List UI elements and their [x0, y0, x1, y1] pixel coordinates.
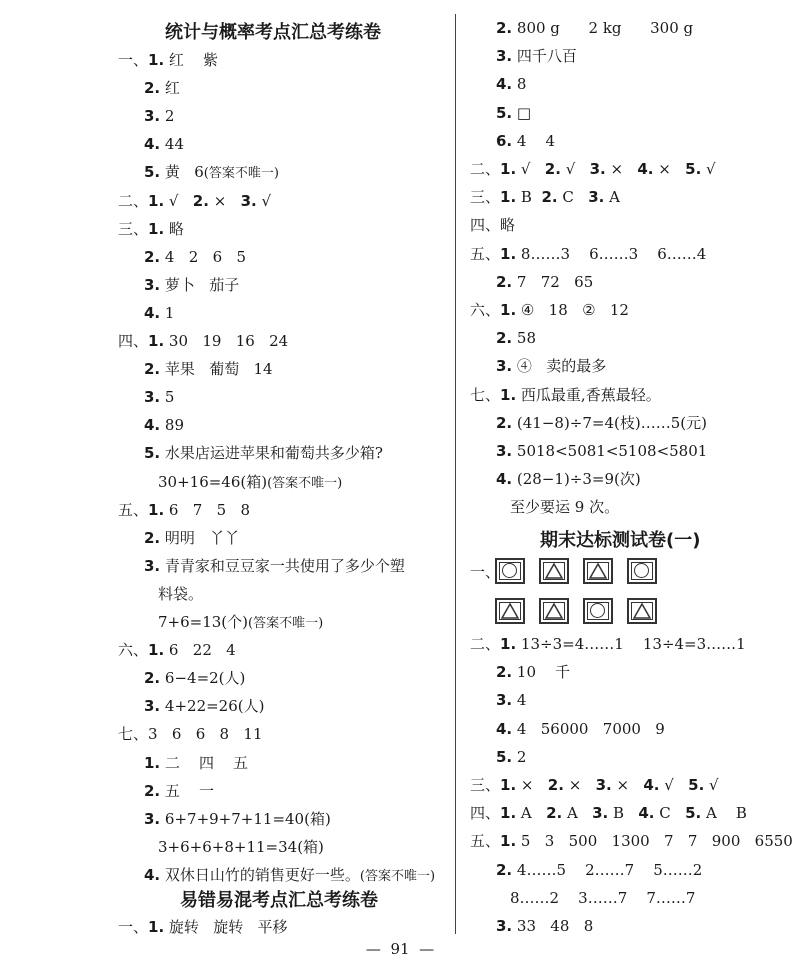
section-title: 易错易混考点汇总考练卷 [180, 890, 378, 911]
triangle-shape-box [495, 598, 525, 624]
answer-text: 8……3 6……3 6……4 [516, 244, 707, 263]
answer-line [470, 215, 515, 235]
question-number: 3. [144, 697, 161, 716]
answer-text: 6 22 4 [164, 641, 236, 660]
question-number: 3. [144, 275, 161, 294]
answer-text: 苹果 葡萄 14 [160, 360, 273, 379]
answer-text: × [653, 160, 686, 178]
section-number: 五、 [470, 244, 501, 263]
answer-line [144, 865, 435, 887]
answer-line [144, 528, 239, 548]
question-number: 3. [496, 691, 513, 710]
question-number: 4. [496, 470, 513, 489]
answer-text: B [608, 804, 639, 823]
answer-text: 二 四 五 [160, 753, 249, 772]
answer-line [144, 134, 184, 154]
question-number: 2. [496, 272, 513, 291]
question-number: 1. [500, 301, 517, 319]
answer-line [496, 747, 526, 767]
answer-text: 五 一 [160, 781, 214, 800]
answer-text: 4 56000 7000 9 [512, 719, 665, 738]
answer-line [158, 612, 323, 634]
answer-line [144, 162, 279, 184]
answer-text: 8 [512, 75, 527, 94]
answer-line [118, 331, 288, 351]
answer-text: 料袋。 [158, 584, 204, 603]
circle-shape-box [627, 558, 657, 584]
question-number: 1. [144, 753, 161, 772]
answer-line [144, 668, 245, 688]
answer-text: 4 2 6 5 [160, 247, 246, 266]
question-number: 1. [148, 219, 165, 238]
section-number: 四、 [470, 216, 501, 235]
answer-line [158, 472, 342, 494]
question-number: 4. [496, 719, 513, 738]
answer-line [470, 803, 747, 823]
section-number: 三、 [118, 219, 149, 238]
answer-text: □ [512, 103, 532, 122]
answer-text: A [604, 188, 620, 207]
answer-line [144, 781, 214, 801]
question-number: 1. [500, 776, 517, 794]
question-number: 5. [144, 163, 161, 182]
question-number: 1. [500, 832, 517, 851]
answer-line [118, 219, 184, 239]
answer-line [510, 888, 695, 908]
question-number: 2. [544, 160, 561, 178]
circle-icon [502, 563, 517, 578]
question-number: 5. [144, 444, 161, 463]
answer-line [144, 247, 246, 267]
answer-text: 5 3 500 1300 7 7 900 6550 [516, 832, 793, 851]
question-number: 2. [144, 247, 161, 266]
question-number: 3. [144, 556, 161, 575]
answer-line [496, 74, 526, 94]
section-number: 三、 [470, 188, 501, 207]
answer-text: 6−4=2(人) [160, 669, 246, 688]
answer-note: (答案不唯一) [359, 868, 436, 884]
section-number: 六、 [470, 301, 501, 319]
circle-shape-box [495, 558, 525, 584]
answer-text: √ [659, 776, 689, 794]
answer-text: 明明 丫丫 [160, 528, 240, 547]
question-number: 1. [500, 160, 517, 178]
section-number: 二、 [470, 635, 501, 653]
answer-text: 4……5 2……7 5……2 [512, 860, 703, 879]
question-number: 2. [496, 663, 513, 682]
question-number: 3. [240, 191, 257, 210]
answer-line [496, 328, 536, 348]
answer-line [144, 753, 248, 773]
answer-text: 33 48 8 [512, 917, 594, 935]
question-number: 1. [148, 191, 165, 210]
answer-line [496, 103, 531, 123]
answer-line [118, 500, 250, 520]
answer-line [144, 78, 180, 98]
question-number: 5. [685, 804, 702, 823]
question-number: 5. [688, 776, 705, 794]
answer-text: × [605, 160, 638, 178]
answer-line [496, 46, 577, 66]
answer-text: 双休日山竹的销售更好一些。 [160, 865, 360, 884]
answer-line [144, 415, 184, 435]
question-number: 2. [144, 360, 161, 379]
answer-text: 7 72 65 [512, 272, 594, 291]
question-number: 3. [589, 160, 606, 178]
answer-text: 水果店运进苹果和葡萄共多少箱? [160, 444, 383, 463]
answer-text: 44 [160, 135, 184, 154]
answer-line [470, 244, 706, 264]
answer-line [118, 640, 236, 660]
answer-text: 4 [512, 691, 527, 710]
section-number: 二、 [118, 191, 149, 210]
question-number: 1. [148, 51, 165, 69]
question-number: 5. [496, 747, 513, 766]
answer-text: 4+22=26(人) [160, 697, 265, 716]
answer-text: √ [560, 160, 590, 178]
answer-text: 89 [160, 416, 184, 435]
question-number: 4. [496, 75, 513, 94]
question-number: 3. [588, 188, 605, 207]
answer-line [470, 300, 629, 320]
answer-line [496, 413, 707, 433]
triangle-shape-box [539, 558, 569, 584]
answer-text: 10 千 [512, 663, 571, 682]
question-number: 3. [496, 357, 513, 376]
answer-line [496, 18, 693, 38]
question-number: 2. [144, 669, 161, 688]
circle-icon [590, 603, 605, 618]
answer-text: C [557, 188, 589, 207]
question-number: 4. [144, 416, 161, 435]
answer-text: 萝卜 茄子 [160, 275, 240, 294]
answer-line [144, 106, 174, 126]
answer-text: 青青家和豆豆家一共使用了多少个塑 [160, 556, 405, 575]
answer-line [144, 387, 174, 407]
answer-line [144, 556, 405, 576]
answer-text: B [516, 188, 542, 207]
answer-text: 1 [160, 303, 175, 322]
answer-text: 至少要运 9 次。 [510, 498, 620, 517]
column-divider [455, 14, 456, 934]
answer-text: 四千八百 [512, 47, 577, 66]
question-number: 3. [144, 809, 161, 828]
answer-line [470, 831, 793, 851]
circle-icon [634, 563, 649, 578]
answer-line [144, 443, 383, 463]
question-number: 4. [638, 804, 655, 823]
question-number: 3. [496, 47, 513, 66]
answer-text: 略 [500, 216, 516, 235]
answer-text: × [208, 191, 241, 210]
answer-text: 7+6=13(个) [158, 613, 249, 631]
answer-line [118, 50, 218, 70]
answer-text: 30+16=46(箱) [158, 472, 268, 491]
section-title: 期末达标测试卷(一) [540, 530, 701, 551]
question-number: 5. [685, 160, 702, 178]
question-number: 2. [496, 329, 513, 348]
answer-line [496, 469, 641, 489]
question-number: 1. [148, 641, 165, 660]
answer-text: √ [164, 191, 193, 210]
answer-line [118, 191, 271, 211]
answer-text: √ [701, 160, 716, 178]
answer-text: A [562, 804, 593, 823]
question-number: 2. [144, 781, 161, 800]
section-number: 五、 [118, 500, 149, 519]
answer-line [144, 359, 273, 379]
answer-text: 13÷3=4……1 13÷4=3……1 [516, 635, 746, 653]
question-number: 2. [546, 804, 563, 823]
answer-line [158, 584, 203, 604]
answer-line [496, 860, 702, 880]
answer-line [496, 131, 555, 151]
question-number: 2. [496, 19, 513, 37]
question-number: 2. [144, 528, 161, 547]
triangle-shape-box [583, 558, 613, 584]
answer-text: 2 [512, 747, 527, 766]
answer-text: 5018<5081<5108<5801 [512, 442, 708, 460]
answer-line [470, 634, 746, 654]
question-number: 3. [144, 388, 161, 407]
section-number: 一、 [470, 563, 501, 581]
answer-text: (41−8)÷7=4(枝)……5(元) [512, 413, 707, 432]
answer-line [496, 719, 665, 739]
answer-text: 3+6+6+8+11=34(箱) [158, 837, 324, 856]
section-number: 五、 [470, 832, 501, 851]
question-number: 1. [500, 635, 517, 653]
question-number: 2. [541, 188, 558, 207]
section-number: 三、 [470, 776, 501, 794]
triangle-shape-box [627, 598, 657, 624]
section-number: 七、 [118, 725, 149, 744]
answer-text: (28−1)÷3=9(次) [512, 470, 641, 489]
answer-text: 8……2 3……7 7……7 [510, 888, 696, 907]
answer-line [144, 696, 264, 716]
answer-line [470, 187, 620, 207]
question-number: 3. [595, 776, 612, 794]
answer-line [470, 385, 661, 405]
question-number: 4. [637, 160, 654, 178]
circle-shape-box [583, 598, 613, 624]
answer-line [496, 356, 606, 376]
section-number: 七、 [470, 385, 501, 404]
answer-line [144, 275, 239, 295]
answer-line [510, 497, 619, 517]
question-number: 1. [500, 804, 517, 823]
answer-text: 黄 6 [160, 163, 204, 182]
answer-text: A [516, 804, 547, 823]
answer-line [118, 917, 288, 937]
answer-text: 800 g 2 kg 300 g [512, 19, 694, 37]
answer-text: 6+7+9+7+11=40(箱) [160, 809, 331, 828]
answer-text: A B [701, 804, 747, 823]
answer-text: 红 [160, 79, 180, 98]
question-number: 5. [496, 103, 513, 122]
question-number: 4. [144, 303, 161, 322]
answer-text: 3 6 6 8 11 [148, 725, 263, 744]
question-number: 2. [496, 860, 513, 879]
answer-line [470, 159, 716, 179]
answer-line [496, 272, 593, 292]
triangle-shape-box [539, 598, 569, 624]
answer-text: 5 [160, 388, 175, 407]
answer-line [144, 809, 331, 829]
question-number: 4. [144, 865, 161, 884]
answer-text: ④ 18 ② 12 [516, 301, 629, 319]
answer-note: (答案不唯一) [203, 166, 279, 182]
section-number: 六、 [118, 641, 149, 660]
answer-text: × [516, 776, 548, 794]
section-number: 一、 [118, 918, 149, 936]
question-number: 4. [643, 776, 660, 794]
answer-line [496, 916, 593, 936]
answer-line [118, 724, 263, 744]
page-number: — 91 — [365, 940, 435, 958]
question-number: 1. [148, 918, 165, 936]
answer-text: 30 19 16 24 [164, 332, 289, 350]
section-title: 统计与概率考点汇总考练卷 [165, 22, 381, 43]
section-number: 四、 [470, 804, 501, 823]
answer-text: 略 [164, 219, 184, 238]
answer-text: √ [256, 191, 272, 210]
answer-line [496, 662, 570, 682]
question-number: 2. [496, 413, 513, 432]
question-number: 2. [192, 191, 209, 210]
answer-text: 6 7 5 8 [164, 500, 251, 519]
question-number: 1. [148, 332, 165, 350]
answer-text: √ [704, 776, 719, 794]
answer-text: C [654, 804, 686, 823]
question-number: 1. [148, 500, 165, 519]
question-number: 3. [496, 442, 513, 460]
answer-text: 2 [160, 107, 175, 126]
question-number: 1. [500, 385, 517, 404]
answer-text: 红 紫 [164, 51, 218, 69]
question-number: 1. [500, 188, 517, 207]
answer-line [144, 303, 174, 323]
answer-note: (答案不唯一) [248, 616, 324, 631]
question-number: 1. [500, 244, 517, 263]
answer-note: (答案不唯一) [267, 475, 343, 491]
answer-text: × [563, 776, 596, 794]
answer-line [496, 690, 526, 710]
section-number: 一、 [118, 51, 149, 69]
question-number: 3. [592, 804, 609, 823]
answer-text: √ [516, 160, 545, 178]
answer-line [158, 837, 324, 857]
answer-text: × [611, 776, 644, 794]
question-number: 2. [144, 79, 161, 98]
question-number: 4. [144, 135, 161, 154]
answer-text: 58 [512, 329, 536, 348]
answer-text: ④ 卖的最多 [512, 357, 607, 376]
section-number: 四、 [118, 332, 149, 350]
section-number: 二、 [470, 160, 501, 178]
answer-text: 4 4 [512, 131, 556, 150]
answer-text: 西瓜最重,香蕉最轻。 [516, 385, 661, 404]
answer-line [470, 775, 719, 795]
question-number: 3. [144, 107, 161, 126]
question-number: 3. [496, 917, 513, 935]
question-number: 6. [496, 131, 513, 150]
answer-text: 旋转 旋转 平移 [164, 918, 288, 936]
question-number: 2. [547, 776, 564, 794]
answer-line [496, 441, 707, 461]
